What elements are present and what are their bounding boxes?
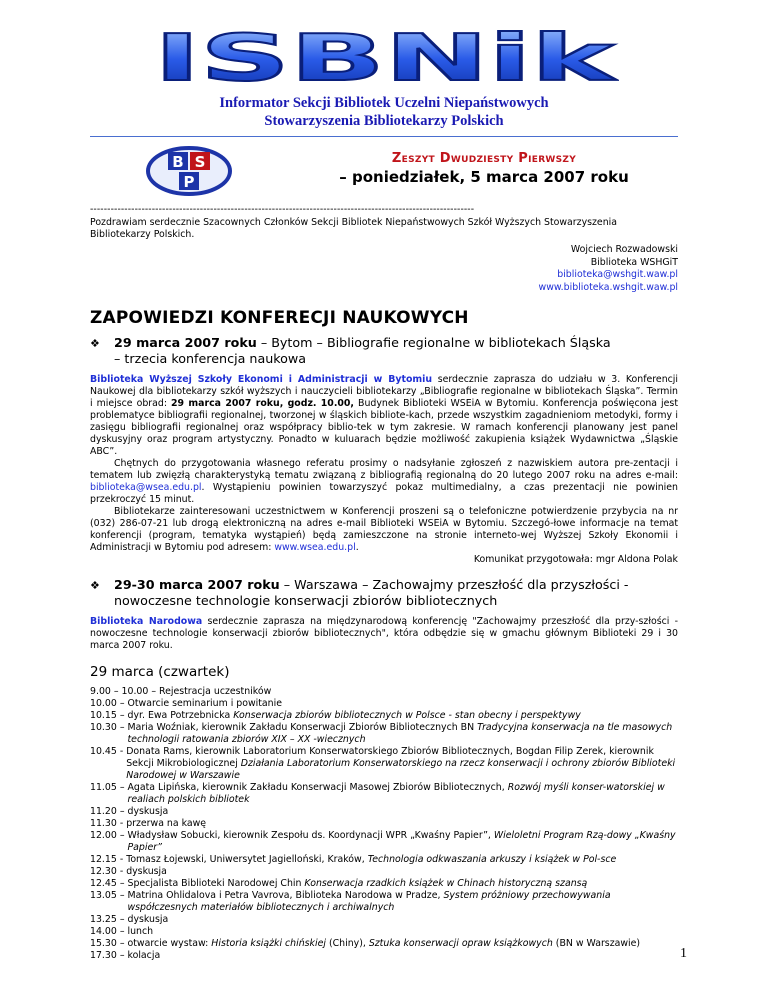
- schedule-row: [90, 698, 678, 710]
- event1-paragraph1: [90, 374, 678, 458]
- event1-date: 29 marca 2007 roku: [114, 335, 257, 350]
- event1-email-link[interactable]: biblioteka@wsea.edu.pl: [90, 482, 202, 493]
- event1-www-link[interactable]: www.wsea.edu.pl: [274, 542, 356, 553]
- schedule-speaker: Matrina Ohlidalova i Petra Vavrova, Biblioteka Narodowa w Pradze,: [127, 889, 444, 901]
- schedule-time: 11.20 –: [90, 805, 128, 817]
- schedule-row: [90, 926, 678, 938]
- schedule-time: 13.25 –: [90, 913, 128, 925]
- schedule-text: [128, 782, 679, 806]
- schedule-speaker: dyskusja: [127, 805, 169, 817]
- schedule-speaker: dyskusja: [127, 913, 169, 925]
- schedule-speaker: Rejestracja uczestników: [159, 685, 272, 697]
- event1-p2a: Chętnych do przygotowania własnego referatu prosimy o nadsyłanie zgłoszeń z nazwiskiem autora pre-zentacji i tematem lub zwięzłą charakterystyką tematu związaną z bibliografią regionalną do 20 lutego 2007 roku na adres e-mail:: [90, 458, 678, 481]
- subtitle-line1: Informator Sekcji Bibliotek Uczelni Niepaństwowych: [219, 95, 549, 111]
- schedule-time: 10.15 –: [90, 709, 128, 721]
- schedule-speaker: Maria Woźniak, kierownik Zakładu Konserwacji Zbiorów Bibliotecznych BN: [127, 721, 478, 733]
- schedule-time: 13.05 –: [90, 889, 128, 901]
- schedule-text: [128, 926, 679, 938]
- event1-p3b: .: [355, 542, 359, 553]
- schedule-talk-title: Technologia odkwaszania arkuszy i książek w Pol-sce: [367, 853, 617, 865]
- event1-p1a: serdecznie zaprasza do udziału w 3. Konferencji Naukowej dla bibliotekarzy szkół wyższych i nauczycieli bibliotekarzy „Bibliografie regionalne w bibliotekach Śląska”. Termin i miejsce obrad:: [90, 374, 678, 409]
- schedule-talk-title: System próżniowy przechowywania współczesnych materiałów bibliotecznych i archiwalnych: [127, 889, 611, 913]
- schedule-speaker: dyskusja: [126, 865, 167, 877]
- event2-p1: serdecznie zaprasza na międzynarodową konferencję "Zachowajmy przeszłość dla przy-szłości - nowoczesne technologie konserwacji zbiorów bibliotecznych", która odbędzie się w gmachu głównym Biblioteki 29 i 30 marca 2007 roku.: [90, 615, 678, 651]
- event1-heading: [90, 335, 678, 367]
- schedule-text: [128, 698, 679, 710]
- schedule-text: [128, 722, 679, 746]
- event1-p1b: Budynek Biblioteki WSEiA w Bytomiu. Konferencja poświęcona jest problematyce bibliografii regionalnej, tworzonej w śląskich bibliote-kach, przede wszystkim zagadnieniom metodyki, formy i zasięgu bibliografii regionalnej oraz współpracy biblio-tek w tym zakresie. W ramach konferencji planowany jest panel dyskusyjny oraz program artystyczny. Ponadto w kuluarach będzie możliwość zakupienia książek Wydawnictwa „Śląskie ABC”.: [90, 398, 678, 457]
- subtitle-line2: Stowarzyszenia Bibliotekarzy Polskich: [264, 113, 504, 129]
- signature-library: Biblioteka WSHGiT: [590, 256, 678, 268]
- schedule-time: 15.30 –: [90, 937, 128, 949]
- event1-p2b: . Wystąpieniu powinien towarzyszyć pokaz multimedialny, a czas prezentacji nie powinien przekroczyć 15 minut.: [90, 482, 678, 505]
- schedule-text: [128, 914, 679, 926]
- schedule-time: 17.30 –: [90, 949, 128, 961]
- schedule-row: [90, 878, 678, 890]
- signature-email-link[interactable]: biblioteka@wshgit.waw.pl: [557, 269, 678, 280]
- signature: [90, 244, 678, 294]
- bsp-p: P: [183, 173, 195, 191]
- day-heading: 29 marca (czwartek): [90, 663, 230, 680]
- schedule-text: [126, 866, 678, 878]
- schedule-text: [128, 830, 679, 854]
- schedule-row: [90, 938, 678, 950]
- schedule-row: [90, 854, 678, 866]
- schedule-time: 9.00 – 10.00 –: [90, 685, 160, 697]
- diamond-bullet-icon: ❖: [90, 337, 100, 350]
- schedule-speaker: Władysław Sobucki, kierownik Zespołu ds. Koordynacji WPR „Kwaśny Papier”,: [127, 829, 494, 841]
- schedule-list: [90, 686, 678, 962]
- schedule-row: [90, 890, 678, 914]
- schedule-time: 12.15 -: [90, 853, 127, 865]
- schedule-talk-title: Konserwacja rzadkich książek w Chinach historyczną szansą: [304, 877, 588, 889]
- schedule-time: 11.30 -: [90, 817, 127, 829]
- schedule-time: 12.45 –: [90, 877, 128, 889]
- schedule-talk-title: Konserwacja zbiorów bibliotecznych w Polsce - stan obecny i perspektywy: [233, 709, 581, 721]
- bsp-s: S: [194, 153, 206, 171]
- schedule-time: 10.00 –: [90, 697, 128, 709]
- schedule-row: [90, 818, 678, 830]
- schedule-time: 12.00 –: [90, 829, 128, 841]
- event1-title: – Bytom – Bibliografie regionalne w bibliotekach Śląska: [260, 335, 611, 350]
- diamond-bullet-icon: ❖: [90, 578, 100, 592]
- schedule-speaker: Donata Rams, kierownik Laboratorium Konserwatorskiego Zbiorów Bibliotecznych, Bogdan Filip Zerek, kierownik Sekcji Mikrobiologicznej: [126, 745, 654, 769]
- event1-paragraph2: [90, 458, 678, 506]
- divider: [90, 136, 678, 137]
- schedule-row: [90, 710, 678, 722]
- document-page: [90, 26, 678, 962]
- schedule-row: [90, 866, 678, 878]
- schedule-text: [128, 950, 679, 962]
- schedule-text: [128, 890, 679, 914]
- schedule-text: [126, 854, 678, 866]
- event1-subtitle: – trzecia konferencja naukowa: [114, 351, 307, 366]
- schedule-row: [90, 782, 678, 806]
- schedule-speaker: dyr. Ewa Potrzebnicka: [127, 709, 234, 721]
- schedule-speaker: przerwa na kawę: [126, 817, 207, 829]
- schedule-speaker: lunch: [127, 925, 154, 937]
- event1-org-link[interactable]: Biblioteka Wyższej Szkoły Ekonomi i Administracji w Bytomiu: [90, 374, 433, 385]
- schedule-row: [90, 806, 678, 818]
- schedule-time: 10.45 -: [90, 745, 127, 757]
- separator: ----------------------------------------------------------------------------------------------------------------: [90, 204, 475, 215]
- subtitle: [90, 94, 678, 130]
- schedule-row: [90, 914, 678, 926]
- schedule-row: [90, 746, 678, 782]
- signature-name: Wojciech Rozwadowski: [570, 244, 678, 255]
- bsp-b: B: [172, 153, 184, 171]
- event2-org-link[interactable]: Biblioteka Narodowa: [90, 615, 203, 627]
- schedule-speaker: kolacja: [127, 949, 161, 961]
- schedule-text: [126, 746, 678, 782]
- schedule-talk-title: Rozwój myśli konser-watorskiej w realiach polskich bibliotek: [127, 781, 665, 805]
- issue-header: [90, 143, 678, 201]
- schedule-time: 11.05 –: [90, 781, 128, 793]
- event2-date: 29-30 marca 2007 roku: [114, 576, 280, 592]
- schedule-note: (Chiny),: [325, 937, 369, 949]
- schedule-speaker: Specjalista Biblioteki Narodowej Chin: [127, 877, 305, 889]
- isbnik-logo: [149, 26, 619, 90]
- event2-paragraph: [90, 616, 678, 652]
- schedule-note: (BN w Warszawie): [552, 937, 641, 949]
- schedule-text: [128, 938, 679, 950]
- event1-paragraph3: [90, 506, 678, 554]
- schedule-speaker: otwarcie wystaw:: [127, 937, 212, 949]
- schedule-text: [126, 818, 678, 830]
- schedule-row: [90, 722, 678, 746]
- schedule-text: [159, 686, 678, 698]
- page-number: 1: [680, 946, 687, 961]
- logo-text: ISBNik: [154, 26, 617, 90]
- schedule-text: [128, 806, 679, 818]
- schedule-time: 10.30 –: [90, 721, 128, 733]
- event1-p3a: Bibliotekarze zainteresowani uczestnictwem w Konferencji proszeni są o telefoniczne potwierdzenie przybycia na nr (032) 286-07-21 lub drogą elektroniczną na adres e-mail Biblioteki WSEiA w Bytomiu. Szczegó-łowe informacje na temat konferencji (program, tematyka wystąpień) będą zamieszczone na stronie interneto-wej Wyższej Szkoły Ekonomii i Administracji w Bytomiu pod adresem:: [90, 506, 678, 553]
- schedule-row: [90, 830, 678, 854]
- schedule-time: 12.30 -: [90, 865, 127, 877]
- schedule-talk-title: Historia książki chińskiej: [211, 937, 326, 949]
- schedule-row: [90, 686, 678, 698]
- event2-heading: [90, 577, 678, 609]
- schedule-speaker: Agata Lipińska, kierownik Zakładu Konserwacji Masowej Zbiorów Bibliotecznych,: [127, 781, 508, 793]
- issue-label: Zeszyt Dwudziesty Pierwszy: [391, 151, 577, 166]
- issue-info: [290, 151, 678, 186]
- event1-author: Komunikat przygotowała: mgr Aldona Polak: [473, 554, 678, 565]
- section-title: ZAPOWIEDZI KONFERECJI NAUKOWYCH: [90, 308, 469, 328]
- issue-date: – poniedziałek, 5 marca 2007 roku: [339, 168, 629, 186]
- signature-www-link[interactable]: www.biblioteka.wshgit.waw.pl: [538, 281, 678, 293]
- schedule-row: [90, 950, 678, 962]
- schedule-speaker: Otwarcie seminarium i powitanie: [127, 697, 282, 709]
- schedule-talk-title: Sztuka konserwacji opraw książkowych: [368, 937, 553, 949]
- event2-title: – Warszawa – Zachowajmy przeszłość dla przyszłości - nowoczesne technologie konserwacji zbiorów bibliotecznych: [114, 576, 629, 608]
- schedule-time: 14.00 –: [90, 925, 128, 937]
- schedule-speaker: Tomasz Łojewski, Uniwersytet Jagielloński, Kraków,: [126, 853, 368, 865]
- schedule-talk-title: Tradycyjna konserwacja na tle masowych technologii ratowania zbiorów XIX – XX -wiecznych: [127, 721, 673, 745]
- bsp-logo: [146, 145, 232, 197]
- schedule-text: [128, 710, 679, 722]
- event1-when: 29 marca 2007 roku, godz. 10.00,: [171, 398, 354, 409]
- schedule-talk-title: Wieloletni Program Rzą-dowy „Kwaśny Papier”: [127, 829, 676, 853]
- greeting: Pozdrawiam serdecznie Szacownych Członków Sekcji Bibliotek Niepaństwowych Szkół Wyższych Stowarzyszenia Bibliotekarzy Polskich.: [90, 217, 617, 240]
- schedule-text: [128, 878, 679, 890]
- schedule-talk-title: Działania Laboratorium Konserwatorskiego na rzecz konserwacji i ochrony zbiorów Biblioteki Narodowej w Warszawie: [126, 757, 676, 781]
